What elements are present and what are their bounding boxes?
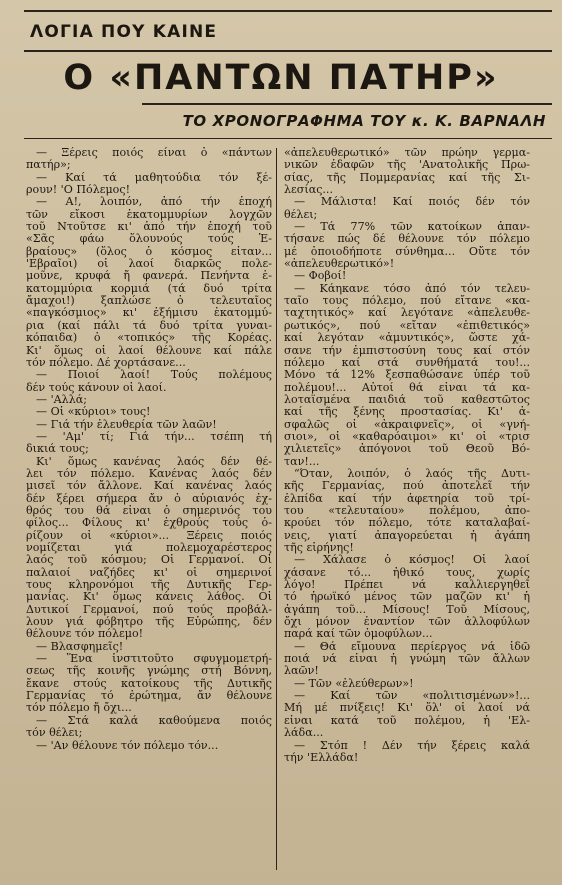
article-line: — 'Αν θέλουνε τόν πόλεμο τόν...	[36, 739, 219, 752]
article-line: λόγο! Πρέπει νά καλλιεργηθεῖ	[284, 579, 530, 592]
article-line: «παγκόσμιος» κι' ἐξήμισυ ἑκατομμύ-	[26, 307, 272, 320]
article-line: δικιά τους;	[26, 443, 89, 456]
article-line: Κι' ὅμως οἱ λαοί θέλουνε καί πάλε	[26, 344, 272, 357]
article-line: ταχτητικός» καί λεγότανε «ἀπελευθε-	[284, 307, 530, 320]
article-line: ἀγάπη τοῦ... Μίσους! Τοῦ Μίσους,	[284, 603, 530, 616]
article-line: πατήρ»;	[26, 159, 71, 172]
article-line: — Θά εἴμουνα περίεργος νά ἰδῶ	[294, 640, 530, 653]
section-kicker: ΛΟΓΙΑ ΠΟΥ ΚΑΙΝΕ	[30, 22, 218, 42]
article-line: λεσίας...	[284, 184, 333, 197]
article-line: τους κληρονόμοι τῆς Δυτικῆς Γερ-	[26, 579, 272, 592]
article-line: — Ἕνα ἰνστιτοῦτο σφυγμομετρή-	[36, 653, 272, 666]
article-line: Κι' ὅμως κανένας λαός δέν θέ-	[36, 455, 272, 468]
headline: Ο «ΠΑΝΤΩΝ ΠΑΤΗΡ»	[63, 58, 499, 98]
article-line: «ἀπελευθερωτικό» τῶν πρώην γερμα-	[284, 147, 530, 159]
article-line: λάδα...	[284, 727, 324, 740]
article-line: τήν 'Ελλάδα!	[284, 751, 359, 764]
article-line: χιλιετεῖς» ἀπόγονοι τοῦ Θεοῦ Βό-	[284, 443, 530, 456]
article-line: ρωτικός», πού «εἴταν «ἐπιθετικός»	[284, 319, 530, 332]
article-line: βραίους» (ὅλος ὁ κόσμος εἶταν...	[26, 245, 272, 258]
article-line: εἶναι κατά τοῦ πολέμου, ἡ 'Ελ-	[284, 714, 530, 727]
article-line: κατομμύρια κορμιά (τά δυό τρίτα	[26, 282, 272, 295]
article-line: καί λεγόταν «ἀμυντικός», ὥστε χά-	[284, 332, 530, 345]
article-line: Μή μέ πνίξεις! Κι' ὅλ' οἱ λαοί νά	[284, 702, 530, 715]
article-column-left	[26, 147, 272, 872]
article-line: — Ποιοί λαοί! Τούς πολέμους	[36, 369, 272, 382]
article-line: ἄμαχοι!) ξαπλώσε ὁ τελευταῖος	[26, 295, 272, 308]
article-line: — Μάλιστα! Καί ποιός δέν τόν	[294, 196, 530, 209]
article-line: παρά καί τῶν ὁμοφύλων...	[284, 628, 433, 641]
article-line: θέλει;	[284, 208, 318, 221]
article-line: — Καί τά μαθητούδια τόν ξέ-	[36, 171, 272, 184]
article-line: τῶν εἴκοσι ἑκατομμυρίων λογχῶν	[26, 208, 272, 221]
article-line: ρια (καί πάλι τά δυό τρίτα γυναι-	[26, 319, 272, 332]
article-line: θρός του θά εἶναι ὁ σημερινός του	[26, 504, 272, 517]
article-line: ἔκανε στούς κατοίκους τῆς Δυτικῆς	[26, 677, 272, 690]
article-line: «ἀπελευθερωτικό»!	[284, 258, 395, 271]
article-line: — Ξέρεις ποιός είναι ὁ «πάντων	[36, 147, 272, 159]
article-line: τοῦ Ντοῦτσε κι' ἀπό τήν ἐποχή τοῦ	[26, 221, 272, 234]
article-line: σανε τήν ἐμπιστοσύνη τους καί στόν	[284, 344, 530, 357]
article-line: τό ἡρωϊκό μένος τῶν μαζῶν κι' ἡ	[284, 591, 530, 604]
article-line: — Χάλασε ὁ κόσμος! Οἱ λαοί	[294, 554, 530, 567]
article-line: του «τελευταίου» πολέμου, ἀπο-	[284, 504, 530, 517]
article-line: — Α!, λοιπόν, ἀπό τήν ἐποχή	[36, 196, 272, 209]
byline-rule	[24, 138, 552, 139]
article-line: μέ ὁποιοδήποτε σύνθημα... Οὔτε τόν	[284, 245, 530, 258]
article-line: μανίας. Κι' ὅμως κάνεις λάθος. Οἱ	[26, 591, 272, 604]
article-line: θέλουνε τόν πόλεμο!	[26, 628, 144, 641]
article-line: τῆς εἰρήνης!	[284, 542, 354, 554]
article-column-right	[284, 147, 530, 872]
top-rule	[24, 10, 552, 12]
article-line: ἐλπίδα καί τήν ἀφετηρία τοῦ τρί-	[284, 492, 530, 505]
article-line: — Στόπ ! Δέν τήν ξέρεις καλά	[294, 739, 530, 752]
article-line: ὄχι μόνον ἐναντίον τῶν ἀλλοφύλων	[284, 616, 530, 629]
article-line: λαῶν!	[284, 665, 319, 678]
kicker-rule	[24, 50, 552, 52]
article-line: τόν πόλεμο ἤ ὄχι...	[26, 702, 132, 715]
article-line: πολέμου!... Αὐτοί θά εἶναι τά κα-	[284, 381, 530, 394]
headline-rule	[142, 103, 552, 105]
byline: ΤΟ ΧΡΟΝΟΓΡΑΦΗΜΑ ΤΟΥ κ. Κ. ΒΑΡΝΑΛΗ	[182, 112, 546, 130]
article-line: — Τά 77% τῶν κατοίκων ἀπαν-	[294, 221, 530, 234]
article-line: σεως τῆς κοινῆς γνώμης στή Βόννη,	[26, 665, 272, 678]
article-line: σφαλῶς οἱ «ἀκραιφνεῖς», οἱ «γνή-	[284, 418, 530, 431]
article-line: ταῖο τους πόλεμο, πού εἴτανε «κα-	[284, 295, 530, 308]
article-line: — Βλασφημεῖς!	[36, 640, 124, 653]
article-line: κρούει τόν πόλεμο, τότε καταλαβαί-	[284, 517, 530, 530]
article-line: «Σᾶς φάω ὅλουνούς τούς Ἑ-	[26, 233, 272, 246]
article-line: — 'Αμ' τί; Γιά τήν... τσέπη τή	[36, 430, 272, 443]
article-line: καί τῆς ξένης προστασίας. Κι' ἀ-	[284, 406, 530, 419]
article-line: — Στά καλά καθούμενα ποιός	[36, 714, 272, 727]
article-line: ρίζουν οἱ «κύριοι»... Ξέρεις ποιός	[26, 529, 272, 542]
article-line: τόν θέλει;	[26, 727, 83, 740]
article-line: μοῦνε, κρυφά ἤ φανερά. Πενήντα ἑ-	[26, 270, 272, 283]
article-line: — Γιά τήν ἐλευθερία τῶν λαῶν!	[36, 418, 217, 431]
article-line: νομίζεται γιά πολεμοχαρέστερος	[26, 542, 272, 554]
article-line: ρουν! 'Ο Πόλεμος!	[26, 184, 131, 197]
article-line: σιοι», οἱ «καθαρόαιμοι» κι' οἱ «τρισ	[284, 430, 530, 443]
article-line: Μόνο τά 12% ξεσπαθώσανε ὑπέρ τοῦ	[284, 369, 530, 382]
article-line: λουν γιά φόβητρο τῆς Εὐρώπης, δέν	[26, 616, 272, 629]
article-line: — Καί τῶν «πολιτισμένων»!...	[294, 690, 530, 703]
article-line: τόν πόλεμο. Δέ χορτάσανε...	[26, 356, 186, 369]
article-line: σίας, τῆς Πομμερανίας καί τῆς Σι-	[284, 171, 530, 184]
article-line: λει τόν πόλεμο. Κανένας λαός δέν	[26, 467, 272, 480]
article-line: λοταϊσμένα παιδιά τοῦ καθεστῶτος	[284, 393, 530, 406]
article-line: μισεῖ τόν ἄλλονε. Καί κανένας λαός	[26, 480, 272, 493]
article-line: ποιά νά εἶναι ἡ γνώμη τῶν ἄλλων	[284, 653, 530, 666]
article-line: — 'Αλλά;	[36, 393, 87, 406]
article-line: Δυτικοί Γερμανοί, πού τούς προβάλ-	[26, 603, 272, 616]
article-line: πόλεμο καί στά συνθήματά του!...	[284, 356, 530, 369]
article-line: νεις, γιατί ἀπαγορεύεται ἡ ἀγάπη	[284, 529, 530, 542]
article-line: τήσανε πώς δέ θέλουνε τόν πόλεμο	[284, 233, 530, 246]
article-line: — Οἱ «κύριοι» τους!	[36, 406, 151, 419]
article-line: ταν!...	[284, 455, 320, 468]
article-line: — Φοβοί!	[294, 270, 347, 283]
article-line: κόπαιδα) ὁ «τοπικός» τῆς Κορέας.	[26, 332, 272, 345]
column-divider	[276, 148, 277, 870]
article-line: — Τῶν «ἐλεύθερων»!	[294, 677, 414, 690]
article-line: φίλος... Φίλους κι' ἐχθρούς τούς ὁ-	[26, 517, 272, 530]
article-line: — Κάηκανε τόσο ἀπό τόν τελευ-	[294, 282, 530, 295]
article-line: δέν ξέρει σήμερα ἄν ὁ αὐριανός ἐχ-	[26, 492, 272, 505]
article-line: 'Εβραῖοι) οἱ λαοί διαρκῶς πολε-	[26, 258, 272, 271]
article-line: Γερμανίας τό ἐρώτημα, ἄν θέλουνε	[26, 690, 272, 703]
article-line: δέν τούς κάνουν οἱ λαοί.	[26, 381, 167, 394]
article-line: παλαιοί ναζήδες κι' οἱ σημερινοί	[26, 566, 272, 579]
article-line: λαός τοῦ κόσμου; Οἱ Γερμανοί. Οἱ	[26, 554, 272, 567]
article-line: κῆς Γερμανίας, πού ἀποτελεῖ τήν	[284, 480, 530, 493]
article-line: νικῶν ἐδαφῶν τῆς 'Ανατολικῆς Πρω-	[284, 159, 530, 172]
article-line: “Όταν, λοιπόν, ὁ λαός τῆς Δυτι-	[294, 467, 530, 480]
article-line: χάσανε τό... ἠθικό τους, χωρίς	[284, 566, 530, 579]
